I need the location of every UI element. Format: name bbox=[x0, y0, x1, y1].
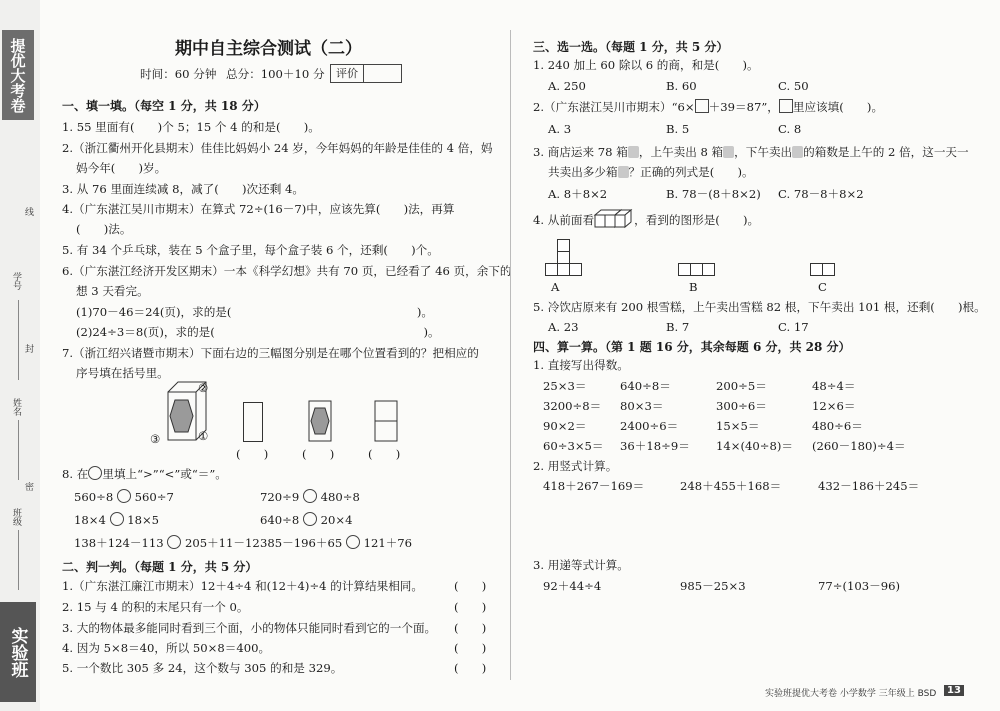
oral-calc: 60÷3×5＝ bbox=[543, 439, 604, 453]
s3-q3-d: 的箱数是上午的 2 倍，这一天一 bbox=[803, 145, 969, 159]
s3-q1: 1. 240 加上 60 除以 6 的商，和是( )。 bbox=[533, 58, 759, 72]
stepwise-calc: 77÷(103－96) bbox=[818, 579, 900, 593]
field-line bbox=[18, 420, 19, 480]
stepwise-calc: 92＋44÷4 bbox=[543, 579, 602, 593]
judge-answer-3[interactable]: ( ) bbox=[454, 621, 487, 635]
compare-circle[interactable] bbox=[346, 535, 360, 549]
compare-item bbox=[74, 512, 159, 528]
brand-bottom-text: 实验班 bbox=[7, 626, 28, 678]
oral-calc: 15×5＝ bbox=[716, 419, 760, 433]
option-b-square bbox=[702, 263, 715, 276]
seal-mark-secret: 密 bbox=[25, 483, 35, 493]
compare-circle[interactable] bbox=[110, 512, 124, 526]
stepwise-work-area[interactable] bbox=[543, 596, 963, 676]
exam-time: 时间：60 分钟 bbox=[140, 67, 217, 81]
s1-q7-line1: 7.（浙江绍兴诸暨市期末）下面右边的三幅图分别是在哪个位置看到的？把相应的 bbox=[62, 346, 479, 360]
compare-left: 640÷8 bbox=[260, 513, 300, 527]
judge-item-4: 4. 因为 5×8＝40，所以 50×8＝400。 bbox=[62, 641, 271, 655]
section-4-title: 四、算一算。（第 1 题 16 分，其余每题 6 分，共 28 分） bbox=[533, 340, 851, 354]
oral-calc: 90×2＝ bbox=[543, 419, 587, 433]
s3-q3-c: ，下午卖出 bbox=[734, 145, 793, 159]
q7-answer-3[interactable]: ( ) bbox=[368, 447, 401, 461]
s1-q7-line2: 序号填在括号里。 bbox=[76, 366, 169, 380]
s3-q4-option-a[interactable]: A bbox=[551, 280, 560, 294]
judge-item-3: 3. 大的物体最多能同时看到三个面，小的物体只能同时看到它的一个面。 bbox=[62, 621, 437, 635]
compare-circle[interactable] bbox=[303, 512, 317, 526]
s3-q2-option-c[interactable]: C. 8 bbox=[778, 122, 802, 136]
view-marker-2: ② bbox=[198, 381, 209, 395]
compare-right: 480÷8 bbox=[320, 490, 360, 504]
s3-q3-option-a[interactable]: A. 8＋8×2 bbox=[548, 187, 608, 201]
s3-q5-option-c[interactable]: C. 17 bbox=[778, 320, 809, 334]
s3-q3-line2 bbox=[548, 164, 754, 180]
oral-calc: (260－180)÷4＝ bbox=[812, 439, 906, 453]
exam-total-score: 总分：100＋10 分 bbox=[226, 67, 325, 81]
compare-item bbox=[74, 489, 174, 505]
oral-calc: 25×3＝ bbox=[543, 379, 587, 393]
oral-calc: 36＋18÷9＝ bbox=[620, 439, 690, 453]
vertical-calc: 432－186＋245＝ bbox=[818, 479, 920, 493]
s3-q2-option-b[interactable]: B. 5 bbox=[666, 122, 690, 136]
s3-q4-b: ，看到的图形是( )。 bbox=[634, 213, 760, 227]
s4-part1-title: 1. 直接写出得数。 bbox=[533, 358, 629, 372]
judge-answer-1[interactable]: ( ) bbox=[454, 579, 487, 593]
field-student-number: 学号 bbox=[11, 272, 21, 290]
section-3-title: 三、选一选。（每题 1 分，共 5 分） bbox=[533, 40, 729, 54]
page-number: 13 bbox=[944, 685, 964, 696]
brand-logo-bottom bbox=[0, 602, 36, 702]
seal-mark-seal: 封 bbox=[25, 345, 35, 355]
s3-q3-line1 bbox=[533, 144, 969, 160]
icecream-box-icon bbox=[618, 166, 629, 178]
judge-item-5: 5. 一个数比 305 多 24，这个数与 305 的和是 329。 bbox=[62, 661, 343, 675]
s1-q8-tail: 里填上“>”“<”或“＝”。 bbox=[102, 467, 227, 481]
oral-calc: 48÷4＝ bbox=[812, 379, 856, 393]
oral-calc: 12×6＝ bbox=[812, 399, 856, 413]
s3-q2-option-a[interactable]: A. 3 bbox=[548, 122, 572, 136]
s3-q5: 5. 冷饮店原来有 200 根雪糕，上午卖出雪糕 82 根，下午卖出 101 根，还剩( )根。 bbox=[533, 300, 986, 314]
oral-calc: 480÷6＝ bbox=[812, 419, 863, 433]
s3-q2-part-c: 里应该填( )。 bbox=[792, 100, 884, 114]
compare-item bbox=[260, 512, 352, 528]
judge-item-1: 1.（广东湛江廉江市期末）12＋4÷4 和(12＋4)÷4 的计算结果相同。 bbox=[62, 579, 423, 593]
s1-q6-line2: 想 3 天看完。 bbox=[76, 284, 149, 298]
binding-spine bbox=[0, 0, 40, 711]
s3-q3-b: ，上午卖出 8 箱 bbox=[638, 145, 724, 159]
oral-calc: 14×(40÷8)＝ bbox=[716, 439, 793, 453]
prism-3d-figure bbox=[158, 378, 218, 448]
stepwise-calc: 985－25×3 bbox=[680, 579, 746, 593]
rating-box bbox=[330, 64, 402, 83]
blank-box bbox=[779, 99, 793, 113]
oral-calc: 640÷8＝ bbox=[620, 379, 671, 393]
s3-q2-part-a: 2.（广东湛江吴川市期末）“6× bbox=[533, 100, 695, 114]
oral-calc: 80×3＝ bbox=[620, 399, 664, 413]
compare-item bbox=[260, 535, 412, 551]
s4-part2-title: 2. 用竖式计算。 bbox=[533, 459, 618, 473]
s1-q3: 3. 从 76 里面连续减 8，减了( )次还剩 4。 bbox=[62, 182, 304, 196]
compare-right: 18×5 bbox=[127, 513, 160, 527]
icecream-box-icon bbox=[723, 146, 734, 158]
s3-q4-option-b[interactable]: B bbox=[689, 280, 698, 294]
s3-q5-option-a[interactable]: A. 23 bbox=[548, 320, 579, 334]
option-a-square bbox=[569, 263, 582, 276]
s3-q2-part-b: ＋39＝87”， bbox=[708, 100, 779, 114]
s3-q3-option-b[interactable]: B. 78－(8＋8×2) bbox=[666, 187, 761, 201]
rating-input[interactable] bbox=[364, 65, 401, 82]
compare-circle[interactable] bbox=[303, 489, 317, 503]
s3-q1-option-b[interactable]: B. 60 bbox=[666, 79, 697, 93]
oral-calc: 2400÷6＝ bbox=[620, 419, 679, 433]
s3-q3-option-c[interactable]: C. 78－8＋8×2 bbox=[778, 187, 864, 201]
s4-part3-title: 3. 用递等式计算。 bbox=[533, 558, 629, 572]
field-line bbox=[18, 300, 19, 380]
s1-q6-line1: 6.（广东湛江经济开发区期末）一本《科学幻想》共有 70 页，已经看了 46 页，余下的 bbox=[62, 264, 512, 278]
oral-calc: 300÷6＝ bbox=[716, 399, 767, 413]
view-rectangle bbox=[243, 402, 263, 442]
brand-top-text: 提优大考卷 bbox=[8, 37, 27, 113]
judge-item-2: 2. 15 与 4 的积的末尾只有一个 0。 bbox=[62, 600, 249, 614]
field-class: 班级 bbox=[11, 508, 21, 526]
s3-q4 bbox=[533, 212, 759, 228]
page-title: 期中自主综合测试（二） bbox=[175, 39, 362, 59]
s3-q2 bbox=[533, 99, 883, 115]
seal-mark-line: 线 bbox=[25, 208, 35, 218]
compare-circle-icon bbox=[88, 466, 102, 480]
s3-q4-option-c[interactable]: C bbox=[818, 280, 827, 294]
compare-right: 560÷7 bbox=[134, 490, 174, 504]
view-marker-1: ① bbox=[198, 429, 209, 443]
compare-left: 385－196＋65 bbox=[260, 536, 343, 550]
icecream-box-icon bbox=[628, 146, 639, 158]
s3-q1-option-a[interactable]: A. 250 bbox=[548, 79, 586, 93]
judge-answer-5[interactable]: ( ) bbox=[454, 661, 487, 675]
s1-q8-head: 8. 在 bbox=[62, 467, 89, 481]
q7-answer-1[interactable]: ( ) bbox=[236, 447, 269, 461]
footer-text: 实验班提优大考卷 小学数学 三年级上 BSD bbox=[765, 689, 937, 699]
option-c-square bbox=[822, 263, 835, 276]
view-split-rectangle bbox=[374, 400, 398, 442]
s1-q4-line1: 4.（广东湛江吴川市期末）在算式 72÷(16－7)中，应该先算( )法，再算 bbox=[62, 202, 455, 216]
s1-q6-sub1: (1)70－46＝24(页)，求的是( )。 bbox=[76, 305, 434, 319]
section-1-title: 一、填一填。（每空 1 分，共 18 分） bbox=[62, 99, 266, 113]
field-name: 姓名 bbox=[11, 398, 21, 416]
vertical-work-area[interactable] bbox=[543, 496, 963, 556]
compare-circle[interactable] bbox=[117, 489, 131, 503]
s1-q4-line2: ( )法。 bbox=[76, 222, 132, 236]
s3-q4-a: 4. 从前面看 bbox=[533, 213, 595, 227]
compare-item bbox=[260, 489, 360, 505]
s1-q5: 5. 有 34 个乒乓球，装在 5 个盒子里，每个盒子装 6 个，还剩( )个。 bbox=[62, 243, 439, 257]
oral-calc: 3200÷8＝ bbox=[543, 399, 602, 413]
compare-left: 18×4 bbox=[74, 513, 106, 527]
s1-q6-sub2: (2)24÷3＝8(页)，求的是( )。 bbox=[76, 325, 440, 339]
s1-q8-instruction bbox=[62, 466, 227, 482]
compare-left: 560÷8 bbox=[74, 490, 114, 504]
oral-calc: 200÷5＝ bbox=[716, 379, 767, 393]
s3-q3-e: 共卖出多少箱 bbox=[548, 165, 618, 179]
compare-item bbox=[74, 535, 260, 551]
s3-q3-a: 3. 商店运来 78 箱 bbox=[533, 145, 628, 159]
rating-label: 评价 bbox=[331, 65, 364, 82]
compare-right: 205＋11－12 bbox=[184, 536, 260, 550]
q7-answer-2[interactable]: ( ) bbox=[302, 447, 335, 461]
s1-q2-line2: 妈今年( )岁。 bbox=[76, 161, 167, 175]
compare-left: 720÷9 bbox=[260, 490, 300, 504]
column-divider bbox=[510, 30, 511, 680]
section-2-title: 二、判一判。（每题 1 分，共 5 分） bbox=[62, 560, 258, 574]
compare-left: 138＋124－113 bbox=[74, 536, 164, 550]
s3-q5-option-b[interactable]: B. 7 bbox=[666, 320, 690, 334]
s3-q1-option-c[interactable]: C. 50 bbox=[778, 79, 809, 93]
compare-circle[interactable] bbox=[167, 535, 181, 549]
brand-logo-top bbox=[2, 30, 34, 120]
judge-answer-4[interactable]: ( ) bbox=[454, 641, 487, 655]
icecream-box-icon bbox=[792, 146, 803, 158]
s1-q1: 1. 55 里面有( )个 5；15 个 4 的和是( )。 bbox=[62, 120, 320, 134]
blank-box[interactable] bbox=[695, 99, 709, 113]
vertical-calc: 418＋267－169＝ bbox=[543, 479, 645, 493]
s1-q2-line1: 2.（浙江衢州开化县期末）佳佳比妈妈小 24 岁，今年妈妈的年龄是佳佳的 4 倍，妈 bbox=[62, 141, 493, 155]
compare-right: 121＋76 bbox=[363, 536, 413, 550]
vertical-calc: 248＋455＋168＝ bbox=[680, 479, 782, 493]
cube-stack-figure bbox=[593, 207, 635, 229]
field-line bbox=[18, 530, 19, 590]
compare-right: 20×4 bbox=[320, 513, 353, 527]
judge-answer-2[interactable]: ( ) bbox=[454, 600, 487, 614]
view-marker-3: ③ bbox=[150, 432, 161, 446]
view-hexagon bbox=[308, 400, 332, 442]
s3-q3-f: ？正确的列式是( )。 bbox=[628, 165, 754, 179]
